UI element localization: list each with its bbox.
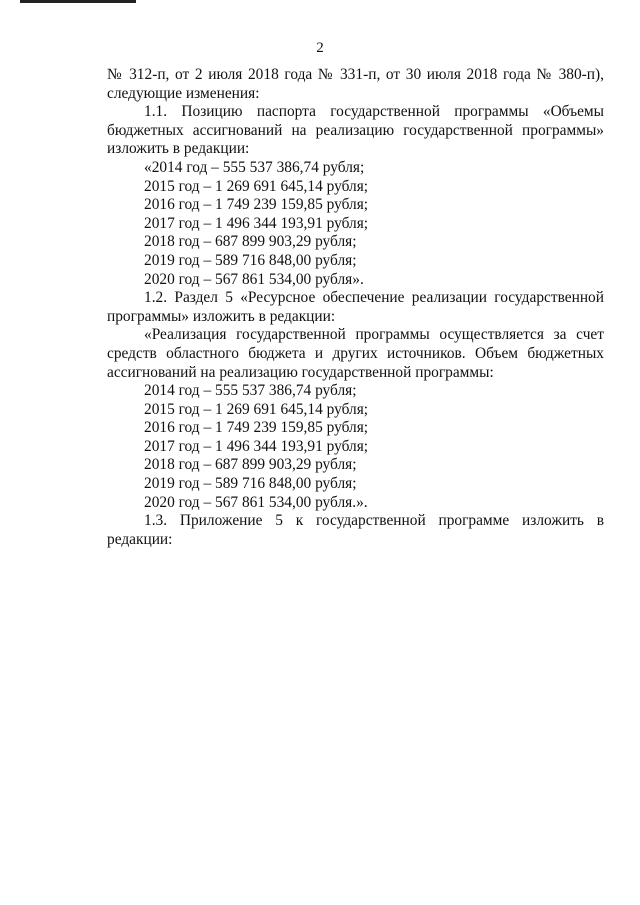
page-number: 2 [316,40,324,56]
quote-paragraph: «Реализация государственной программы осуществляется за счет средств областного бюджета и других источников. Объем бюджетных ассигнований на реализацию государственной программы: [107,326,604,381]
list-item: 2015 год – 1 269 691 645,14 рубля; [144,177,369,195]
document-body [107,66,604,549]
item-1-2-paragraph: 1.2. Раздел 5 «Ресурсное обеспечение реализации государственной программы» изложить в редакции: [107,289,604,325]
item-1-3-paragraph: 1.3. Приложение 5 к государственной программе изложить в редакции: [107,512,604,548]
list-item: 2015 год – 1 269 691 645,14 рубля; [144,400,369,418]
budget-list-1 [107,159,604,289]
header-rule [20,0,136,3]
list-item: 2014 год – 555 537 386,74 рубля; [144,382,357,400]
list-item: «2014 год – 555 537 386,74 рубля; [144,158,365,176]
list-item: 2016 год – 1 749 239 159,85 рубля; [144,196,369,214]
list-item: 2017 год – 1 496 344 193,91 рубля; [144,214,369,232]
list-item: 2017 год – 1 496 344 193,91 рубля; [144,437,369,455]
list-item: 2016 год – 1 749 239 159,85 рубля; [144,419,369,437]
list-item: 2018 год – 687 899 903,29 рубля; [144,233,357,251]
list-item: 2018 год – 687 899 903,29 рубля; [144,456,357,474]
budget-list-2 [107,382,604,512]
list-item: 2019 год – 589 716 848,00 рубля; [144,475,357,493]
list-item: 2020 год – 567 861 534,00 рубля». [144,270,364,288]
item-1-1-paragraph: 1.1. Позицию паспорта государственной программы «Объемы бюджетных ассигнований на реализацию государственной программы» изложить в редакции: [107,103,604,158]
list-item: 2019 год – 589 716 848,00 рубля; [144,251,357,269]
list-item: 2020 год – 567 861 534,00 рубля.». [144,493,368,511]
intro-paragraph: № 312-п, от 2 июля 2018 года № 331-п, от 30 июля 2018 года № 380-п), следующие изменения: [107,66,604,102]
